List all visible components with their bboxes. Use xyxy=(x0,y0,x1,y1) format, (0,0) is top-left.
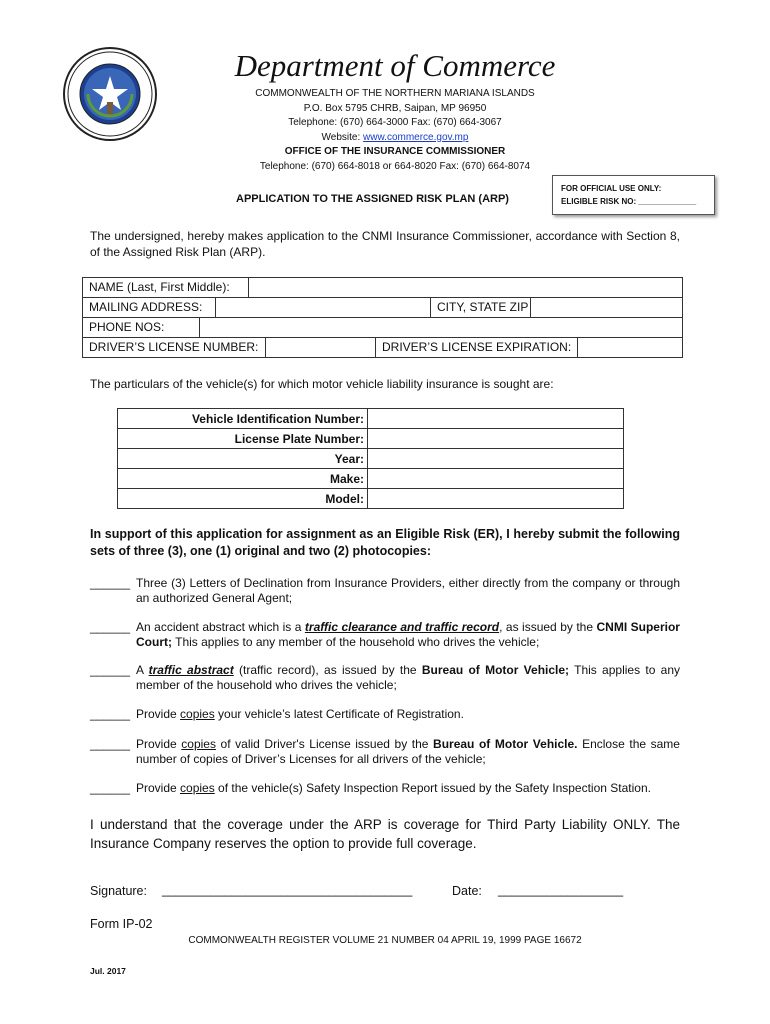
vehicle-table xyxy=(117,408,624,509)
application-title: APPLICATION TO THE ASSIGNED RISK PLAN (ARP) xyxy=(236,193,509,205)
phone-label: PHONE NOS: xyxy=(83,318,200,337)
date-label: Date: xyxy=(452,884,482,898)
check-blank[interactable]: ______ xyxy=(90,620,131,634)
requirement-text: An accident abstract which is a traffic clearance and traffic record, as issued by the CNMI Superior Court; This applies to any member of the household who drives the vehicle; xyxy=(136,620,680,649)
model-field[interactable] xyxy=(368,489,624,509)
license-row xyxy=(82,338,683,358)
requirement-item xyxy=(90,737,680,767)
form-number: Form IP-02 xyxy=(90,917,153,931)
requirement-text: Provide copies of valid Driver's License issued by the Bureau of Motor Vehicle. Enclose the same number of copies of Driver’s Licenses for all drivers of the vehicle; xyxy=(136,737,680,766)
table-row xyxy=(118,469,624,489)
make-field[interactable] xyxy=(368,469,624,489)
eligible-risk-no: ELIGIBLE RISK NO: _____________ xyxy=(561,197,697,206)
requirement-item xyxy=(90,620,680,650)
requirement-text: Provide copies your vehicle’s latest Certificate of Registration. xyxy=(136,707,464,721)
name-field[interactable] xyxy=(249,278,682,297)
official-use-label: FOR OFFICIAL USE ONLY: xyxy=(561,184,662,193)
vin-label: Vehicle Identification Number: xyxy=(118,409,368,429)
mailing-field[interactable] xyxy=(216,298,431,317)
requirement-item xyxy=(90,663,680,693)
department-title: Department of Commerce xyxy=(234,48,556,83)
signature-label: Signature: xyxy=(90,884,147,898)
vin-field[interactable] xyxy=(368,409,624,429)
table-row xyxy=(118,449,624,469)
name-label: NAME (Last, First Middle): xyxy=(83,278,249,297)
coverage-statement: I understand that the coverage under the ARP is coverage for Third Party Liability ONLY. The Insurance Company reserves the option to provide full coverage. xyxy=(90,817,680,851)
license-field[interactable] xyxy=(266,338,376,357)
mailing-row xyxy=(82,298,683,318)
check-blank[interactable]: ______ xyxy=(90,781,131,795)
requirement-text: Provide copies of the vehicle(s) Safety Inspection Report issued by the Safety Inspection Station. xyxy=(136,781,651,795)
requirement-text: Three (3) Letters of Declination from Insurance Providers, either directly from the company or through an authorized General Agent; xyxy=(136,576,680,605)
register-reference: COMMONWEALTH REGISTER VOLUME 21 NUMBER 04 APRIL 19, 1999 PAGE 16672 xyxy=(188,935,582,946)
address-line: COMMONWEALTH OF THE NORTHERN MARIANA ISLANDS xyxy=(255,88,535,99)
phone-field[interactable] xyxy=(200,318,682,337)
plate-field[interactable] xyxy=(368,429,624,449)
table-row xyxy=(118,429,624,449)
make-label: Make: xyxy=(118,469,368,489)
office-phone: Telephone: (670) 664-8018 or 664-8020 Fax: (670) 664-8074 xyxy=(259,160,531,172)
expiration-label: DRIVER’S LICENSE EXPIRATION: xyxy=(376,338,578,357)
address-block xyxy=(0,87,770,174)
expiration-field[interactable] xyxy=(578,338,682,357)
vehicle-intro: The particulars of the vehicle(s) for which motor vehicle liability insurance is sought are: xyxy=(90,377,554,391)
requirement-item xyxy=(90,781,680,796)
model-label: Model: xyxy=(118,489,368,509)
address-line: Telephone: (670) 664-3000 Fax: (670) 664-3067 xyxy=(288,117,502,128)
check-blank[interactable]: ______ xyxy=(90,707,131,721)
date-line[interactable]: __________________ xyxy=(498,883,624,897)
city-label: CITY, STATE ZIP xyxy=(431,298,531,317)
website-link[interactable]: www.commerce.gov.mp xyxy=(363,131,469,143)
check-blank[interactable]: ______ xyxy=(90,737,131,751)
signature-line[interactable]: ____________________________________ xyxy=(162,883,413,897)
website-line: Website: www.commerce.gov.mp xyxy=(321,131,469,143)
requirement-item xyxy=(90,576,680,606)
plate-label: License Plate Number: xyxy=(118,429,368,449)
phone-row xyxy=(82,318,683,338)
support-paragraph: In support of this application for assignment as an Eligible Risk (ER), I hereby submit the following sets of three (3), one (1) original and two (2) photocopies: xyxy=(90,527,680,558)
table-row xyxy=(118,409,624,429)
year-field[interactable] xyxy=(368,449,624,469)
year-label: Year: xyxy=(118,449,368,469)
table-row xyxy=(118,489,624,509)
name-row xyxy=(82,277,683,298)
address-line: P.O. Box 5795 CHRB, Saipan, MP 96950 xyxy=(303,102,487,114)
office-name: OFFICE OF THE INSURANCE COMMISSIONER xyxy=(284,146,506,157)
requirement-text: A traffic abstract (traffic record), as issued by the Bureau of Motor Vehicle; This applies to any member of the household who drives the vehicle; xyxy=(136,663,680,692)
mailing-label: MAILING ADDRESS: xyxy=(83,298,216,317)
footer-date: Jul. 2017 xyxy=(90,966,126,976)
intro-paragraph: The undersigned, hereby makes application to the CNMI Insurance Commissioner, accordance with Section 8, of the Assigned Risk Plan (ARP). xyxy=(90,229,680,259)
official-use-box xyxy=(552,175,715,215)
license-label: DRIVER’S LICENSE NUMBER: xyxy=(83,338,266,357)
city-field[interactable] xyxy=(531,298,682,317)
requirement-item xyxy=(90,707,680,722)
check-blank[interactable]: ______ xyxy=(90,576,131,590)
check-blank[interactable]: ______ xyxy=(90,663,131,677)
